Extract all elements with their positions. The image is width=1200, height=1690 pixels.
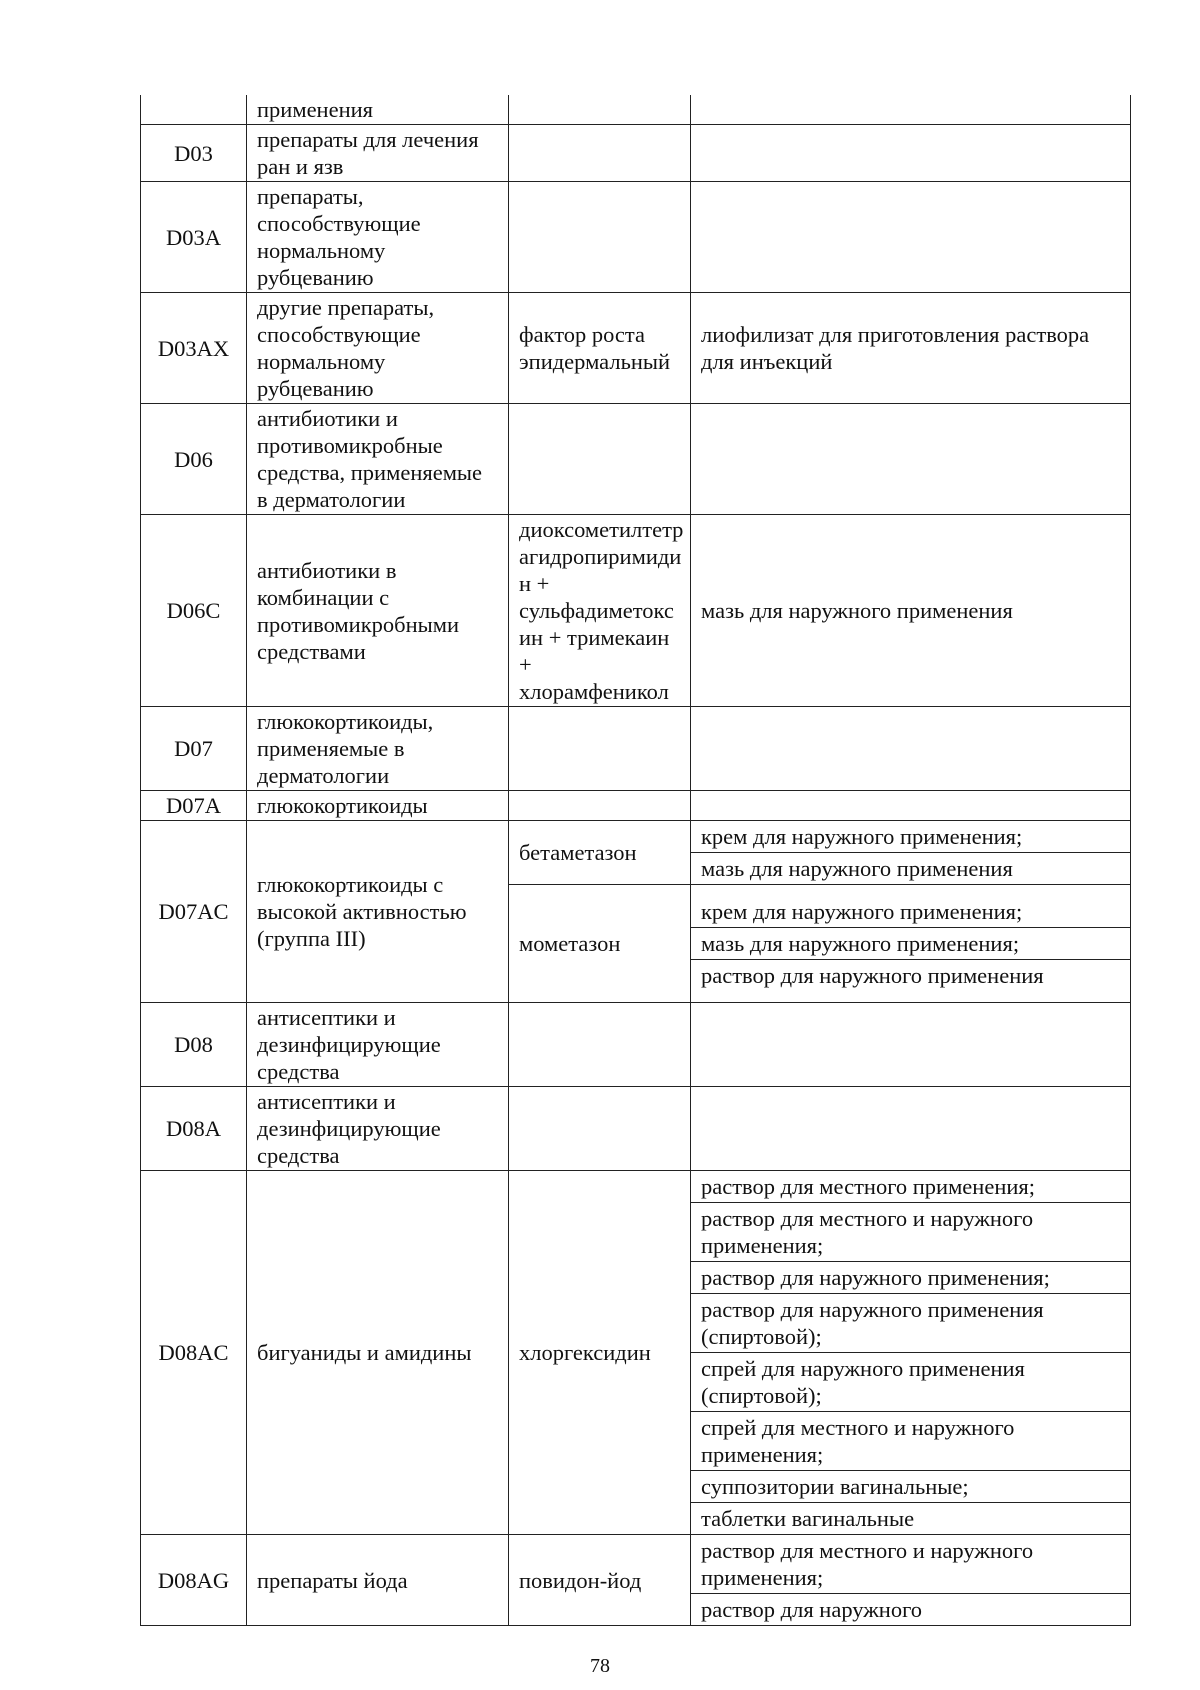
atc-code: D03A	[141, 182, 247, 293]
table-row	[141, 293, 1131, 404]
table-row	[141, 1087, 1131, 1171]
dosage-form: мазь для наружного применения	[691, 852, 1130, 884]
atc-code: D08AG	[141, 1535, 247, 1626]
atc-code: D08	[141, 1003, 247, 1087]
dosage-forms	[691, 1171, 1131, 1535]
atc-code: D03	[141, 125, 247, 182]
table-row	[141, 791, 1131, 821]
atc-code: D03AX	[141, 293, 247, 404]
table-row	[141, 821, 1131, 885]
group-name: антибиотики и противомикробные средства, применяемые в дерматологии	[247, 404, 509, 515]
group-name: препараты, способствующие нормальному рубцеванию	[247, 182, 509, 293]
table-row	[141, 1171, 1131, 1535]
drug-name: диоксометилтетр агидропиримиди н + сульфадиметокс ин + тримекаин + хлорамфеникол	[509, 515, 691, 707]
dosage-form: раствор для наружного применения	[691, 959, 1130, 991]
drug-name	[509, 1003, 691, 1087]
dosage-form: таблетки вагинальные	[691, 1502, 1130, 1534]
dosage-forms	[691, 404, 1131, 515]
dosage-forms	[691, 1003, 1131, 1087]
group-name: антисептики и дезинфицирующие средства	[247, 1003, 509, 1087]
table-row	[141, 125, 1131, 182]
group-name: другие препараты, способствующие нормальному рубцеванию	[247, 293, 509, 404]
drug-name	[509, 707, 691, 791]
table-row	[141, 182, 1131, 293]
dosage-form: мазь для наружного применения;	[691, 927, 1130, 959]
dosage-forms	[691, 707, 1131, 791]
drug-name: мометазон	[509, 885, 691, 1003]
dosage-forms	[691, 791, 1131, 821]
atc-code: D06C	[141, 515, 247, 707]
dosage-forms	[691, 182, 1131, 293]
dosage-form: лиофилизат для приготовления раствора для инъекций	[691, 293, 1131, 404]
atc-code: D07A	[141, 791, 247, 821]
dosage-form: крем для наружного применения;	[701, 899, 1023, 924]
drug-name: хлоргексидин	[509, 1171, 691, 1535]
dosage-form: раствор для местного и наружного применения;	[691, 1202, 1130, 1261]
table-row	[141, 1535, 1131, 1626]
drug-name	[509, 95, 691, 125]
dosage-forms	[691, 821, 1131, 885]
dosage-form: спрей для наружного применения (спиртовой);	[691, 1352, 1130, 1411]
dosage-form: раствор для наружного применения (спиртовой);	[691, 1293, 1130, 1352]
table-row	[141, 1003, 1131, 1087]
drug-name: бетаметазон	[509, 821, 691, 885]
dosage-forms	[691, 1535, 1131, 1626]
drug-name	[509, 182, 691, 293]
drug-name: повидон-йод	[509, 1535, 691, 1626]
atc-code: D08A	[141, 1087, 247, 1171]
dosage-forms	[691, 125, 1131, 182]
dosage-form: раствор для наружного применения;	[691, 1261, 1130, 1293]
group-name: препараты йода	[247, 1535, 509, 1626]
group-name: глюкокортикоиды с высокой активностью (группа III)	[247, 821, 509, 1003]
drug-classification-table	[140, 95, 1131, 1626]
drug-name	[509, 1087, 691, 1171]
drug-name	[509, 404, 691, 515]
group-name: бигуаниды и амидины	[247, 1171, 509, 1535]
table-row	[141, 95, 1131, 125]
drug-name: фактор роста эпидермальный	[509, 293, 691, 404]
drug-name	[509, 791, 691, 821]
dosage-forms	[691, 1087, 1131, 1171]
atc-code: D07AC	[141, 821, 247, 1003]
group-name: применения	[247, 95, 509, 125]
table-row	[141, 515, 1131, 707]
atc-code	[141, 95, 247, 125]
dosage-form: мазь для наружного применения	[691, 515, 1131, 707]
page-number: 78	[590, 1655, 610, 1677]
dosage-form: суппозитории вагинальные;	[691, 1470, 1130, 1502]
table-row	[141, 404, 1131, 515]
group-name: глюкокортикоиды	[247, 791, 509, 821]
atc-code: D07	[141, 707, 247, 791]
drug-name	[509, 125, 691, 182]
dosage-form: крем для наружного применения;	[701, 824, 1023, 849]
atc-code: D08AC	[141, 1171, 247, 1535]
dosage-forms	[691, 885, 1131, 1003]
group-name: глюкокортикоиды, применяемые в дерматологии	[247, 707, 509, 791]
dosage-form: раствор для наружного	[691, 1593, 1130, 1625]
group-name: антибиотики в комбинации с противомикробными средствами	[247, 515, 509, 707]
table-row	[141, 707, 1131, 791]
group-name: антисептики и дезинфицирующие средства	[247, 1087, 509, 1171]
group-name: препараты для лечения ран и язв	[247, 125, 509, 182]
atc-code: D06	[141, 404, 247, 515]
dosage-form: спрей для местного и наружного применения;	[691, 1411, 1130, 1470]
dosage-form: раствор для местного применения;	[701, 1174, 1036, 1199]
dosage-form: раствор для местного и наружного применения;	[701, 1538, 1034, 1590]
dosage-forms	[691, 95, 1131, 125]
